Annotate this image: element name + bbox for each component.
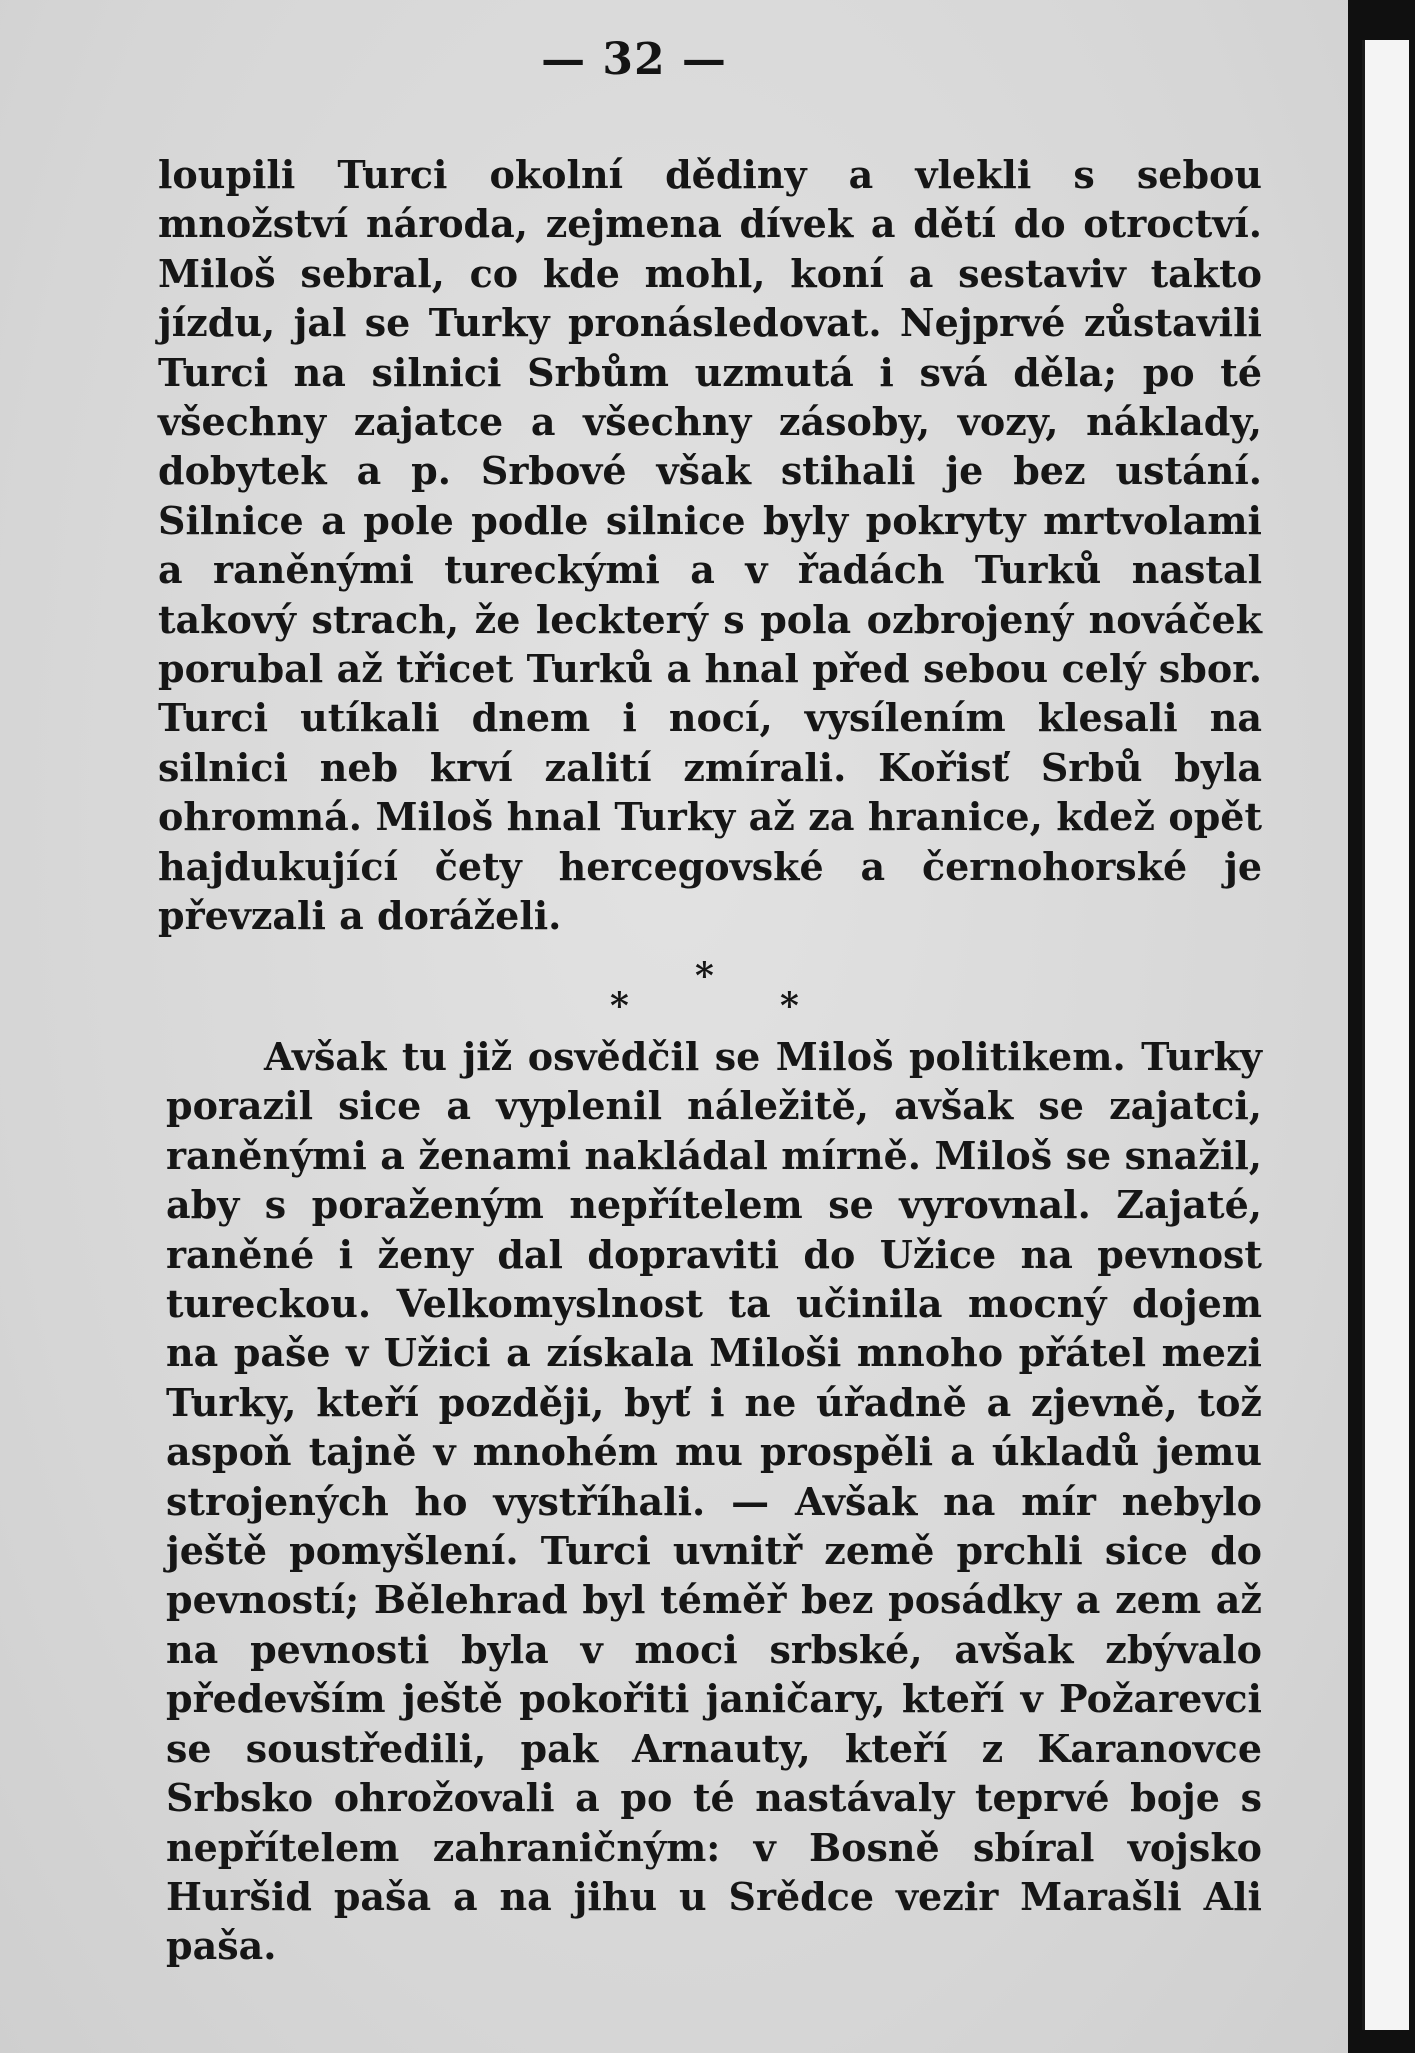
section-separator	[560, 955, 820, 1025]
next-page-edge	[1362, 40, 1409, 2030]
asterisk-left: *	[610, 985, 629, 1027]
paragraph-1: loupili Turci okolní dědiny a vlekli s sebou množství národa, zejmena dívek a dětí do otroctví. Miloš sebral, co kde mohl, koní a sestaviv takto jízdu, jal se Turky pronásledovat. Nejprvé zůstavili Turci na silnici Srbům uzmutá i svá děla; po té všechny zajatce a všechny zásoby, vozy, náklady, dobytek a p. Srbové však stihali je bez ustání. Silnice a pole podle silnice byly pokryty mrtvolami a raněnými tureckými a v řadách Turků nastal takový strach, že leckterý s pola ozbrojený nováček porubal až třicet Turků a hnal před sebou celý sbor. Turci utíkali dnem i nocí, vysílením klesali na silnici neb krví zalití zmírali. Kořisť Srbů byla ohromná. Miloš hnal Turky až za hranice, kdež opět hajdukující čety hercegovské a černohorské je převzali a doráželi.	[158, 152, 1262, 939]
page-number: — 32 —	[541, 34, 727, 85]
asterisk-top: *	[695, 955, 714, 997]
paragraph-2	[166, 1032, 1262, 1971]
scan-edge	[1348, 0, 1415, 2053]
paragraph-2-text: Avšak tu již osvědčil se Miloš politikem. Turky porazil sice a vyplenil náležitě, avšak se zajatci, raněnými a ženami nakládal mírně. Miloš se snažil, aby s poraženým nepřítelem se vyrovnal. Zajaté, raněné i ženy dal dopraviti do Užice na pevnost tureckou. Velkomyslnost ta učinila mocný dojem na paše v Užici a získala Miloši mnoho přátel mezi Turky, kteří později, byť i ne úřadně a zjevně, tož aspoň tajně v mnohém mu prospěli a úkladů jemu strojených ho vystříhali. — Avšak na mír nebylo ještě pomyšlení. Turci uvnitř země prchli sice do pevností; Bělehrad byl téměř bez posádky a zem až na pevnosti byla v moci srbské, avšak zbývalo především ještě pokořiti janičary, kteří v Požarevci se soustředili, pak Arnauty, kteří z Karanovce Srbsko ohrožovali a po té nastávaly teprvé boje s nepřítelem zahraničným: v Bosně sbíral vojsko Huršid paša a na jihu u Srědce vezir Marašli Ali paša.	[166, 1034, 1262, 1969]
asterisk-right: *	[780, 985, 799, 1027]
